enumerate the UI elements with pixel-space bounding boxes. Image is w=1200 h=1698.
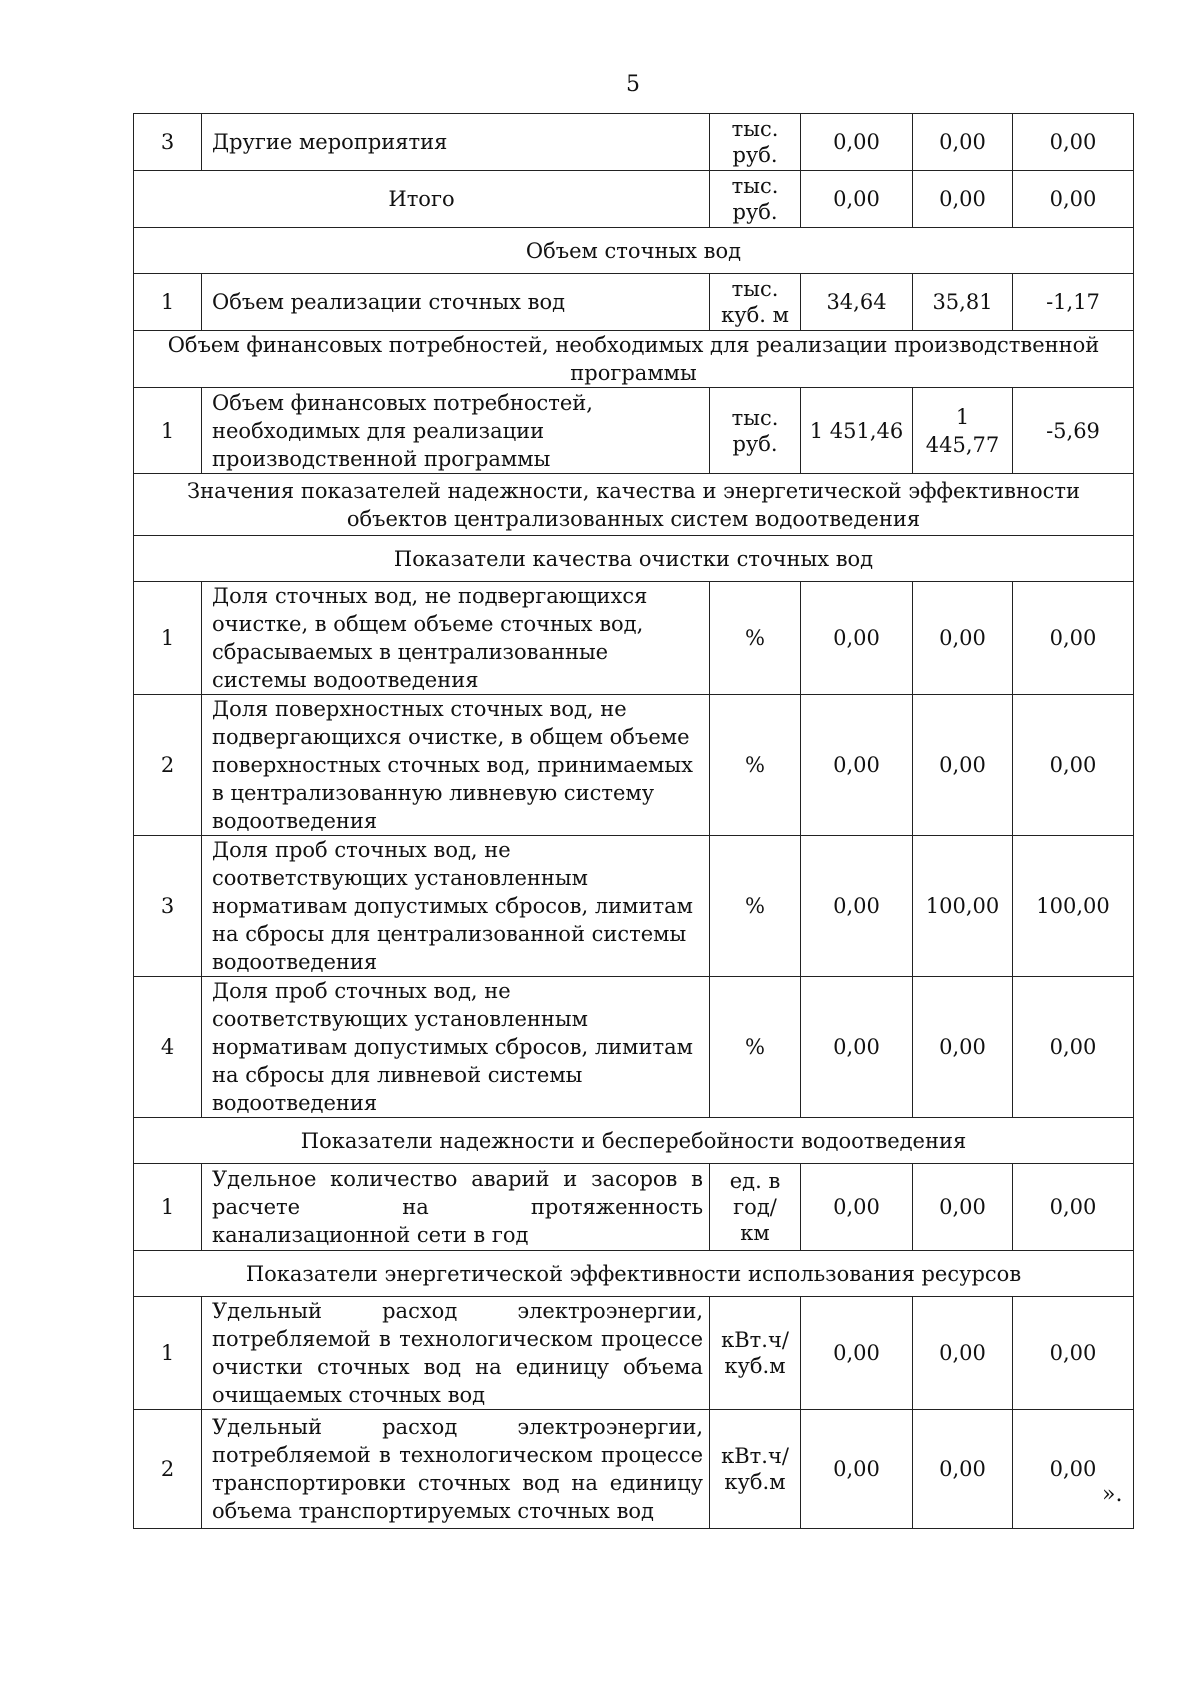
row-value-2: 100,00 — [913, 836, 1013, 977]
row-value-3: 0,00 — [1013, 582, 1134, 695]
row-value-1: 0,00 — [801, 582, 913, 695]
row-unit: кВт.ч/ куб.м — [710, 1297, 801, 1410]
section-header: Объем сточных вод — [134, 228, 1134, 274]
row-value-1: 0,00 — [801, 977, 913, 1118]
section-header: Объем финансовых потребностей, необходимых для реализации производственной программы — [134, 331, 1134, 388]
row-value-1: 34,64 — [801, 274, 913, 331]
row-unit: кВт.ч/ куб.м — [710, 1410, 801, 1529]
row-number: 1 — [134, 1297, 202, 1410]
section-header: Показатели качества очистки сточных вод — [134, 536, 1134, 582]
row-number: 2 — [134, 695, 202, 836]
row-unit: тыс. руб. — [710, 114, 801, 171]
row-unit: тыс. куб. м — [710, 274, 801, 331]
row-unit: % — [710, 582, 801, 695]
row-value-3: 0,00 — [1013, 977, 1134, 1118]
row-value-2: 0,00 — [913, 1164, 1013, 1251]
row-number: 3 — [134, 836, 202, 977]
row-unit: тыс. руб. — [710, 388, 801, 474]
row-name: Объем финансовых потребностей, необходимых для реализации производственной программы — [202, 388, 710, 474]
row-value-1: 0,00 — [801, 1164, 913, 1251]
row-value-2: 1 445,77 — [913, 388, 1013, 474]
row-number: 1 — [134, 388, 202, 474]
row-unit: тыс. руб. — [710, 171, 801, 228]
row-name: Удельный расход электроэнергии, потребляемой в технологическом процессе транспортировки сточных вод на единицу объема транспортируемых сточных вод — [202, 1410, 710, 1529]
table-row — [134, 695, 1134, 836]
row-value-2: 0,00 — [913, 977, 1013, 1118]
section-header-row — [134, 474, 1134, 536]
row-unit: % — [710, 695, 801, 836]
row-value-1: 0,00 — [801, 1297, 913, 1410]
total-label: Итого — [134, 171, 710, 228]
row-value-1: 0,00 — [801, 836, 913, 977]
row-value-2: 0,00 — [913, 1410, 1013, 1529]
row-value-1: 0,00 — [801, 695, 913, 836]
indicators-table — [133, 113, 1134, 1529]
row-value-3: 0,00 — [1013, 695, 1134, 836]
total-row — [134, 171, 1134, 228]
row-value-3: 0,00 — [1013, 114, 1134, 171]
row-number: 1 — [134, 1164, 202, 1251]
row-value-3: 0,00 — [1013, 1410, 1134, 1529]
row-value-3: 0,00 — [1013, 1297, 1134, 1410]
row-number: 1 — [134, 582, 202, 695]
row-unit: ед. в год/ км — [710, 1164, 801, 1251]
section-header-row — [134, 228, 1134, 274]
row-name: Другие мероприятия — [202, 114, 710, 171]
row-value-3: -5,69 — [1013, 388, 1134, 474]
row-number: 3 — [134, 114, 202, 171]
table-row — [134, 114, 1134, 171]
row-value-3: -1,17 — [1013, 274, 1134, 331]
section-header-row — [134, 536, 1134, 582]
row-value-3: 0,00 — [1013, 1164, 1134, 1251]
section-header-row — [134, 331, 1134, 388]
row-value-3: 100,00 — [1013, 836, 1134, 977]
row-value-2: 0,00 — [913, 171, 1013, 228]
row-name: Удельный расход электроэнергии, потребляемой в технологическом процессе очистки сточных вод на единицу объема очищаемых сточных вод — [202, 1297, 710, 1410]
row-unit: % — [710, 977, 801, 1118]
row-value-1: 1 451,46 — [801, 388, 913, 474]
section-header: Значения показателей надежности, качества и энергетической эффективности объектов централизованных систем водоотведения — [134, 474, 1134, 536]
closing-quote-mark: ». — [1102, 1482, 1123, 1507]
table-row — [134, 1410, 1134, 1529]
row-number: 2 — [134, 1410, 202, 1529]
table-row — [134, 1297, 1134, 1410]
section-header: Показатели надежности и бесперебойности водоотведения — [134, 1118, 1134, 1164]
row-name: Доля проб сточных вод, не соответствующих установленным нормативам допустимых сбросов, лимитам на сбросы для ливневой системы водоотведения — [202, 977, 710, 1118]
section-header-row — [134, 1251, 1134, 1297]
table-row — [134, 1164, 1134, 1251]
row-value-1: 0,00 — [801, 1410, 913, 1529]
row-value-2: 35,81 — [913, 274, 1013, 331]
row-value-1: 0,00 — [801, 114, 913, 171]
table-row — [134, 836, 1134, 977]
row-name: Объем реализации сточных вод — [202, 274, 710, 331]
page-number: 5 — [626, 72, 640, 97]
row-number: 4 — [134, 977, 202, 1118]
section-header: Показатели энергетической эффективности использования ресурсов — [134, 1251, 1134, 1297]
row-unit: % — [710, 836, 801, 977]
row-number: 1 — [134, 274, 202, 331]
row-name: Удельное количество аварий и засоров в расчете на протяженность канализационной сети в год — [202, 1164, 710, 1251]
row-value-2: 0,00 — [913, 582, 1013, 695]
table-row — [134, 388, 1134, 474]
row-value-2: 0,00 — [913, 114, 1013, 171]
table-row — [134, 582, 1134, 695]
row-value-3: 0,00 — [1013, 171, 1134, 228]
row-value-2: 0,00 — [913, 695, 1013, 836]
table-row — [134, 274, 1134, 331]
row-name: Доля сточных вод, не подвергающихся очистке, в общем объеме сточных вод, сбрасываемых в централизованные системы водоотведения — [202, 582, 710, 695]
section-header-row — [134, 1118, 1134, 1164]
row-name: Доля поверхностных сточных вод, не подвергающихся очистке, в общем объеме поверхностных сточных вод, принимаемых в централизованную ливневую систему водоотведения — [202, 695, 710, 836]
table-row — [134, 977, 1134, 1118]
row-value-1: 0,00 — [801, 171, 913, 228]
row-value-2: 0,00 — [913, 1297, 1013, 1410]
row-name: Доля проб сточных вод, не соответствующих установленным нормативам допустимых сбросов, лимитам на сбросы для централизованной системы водоотведения — [202, 836, 710, 977]
